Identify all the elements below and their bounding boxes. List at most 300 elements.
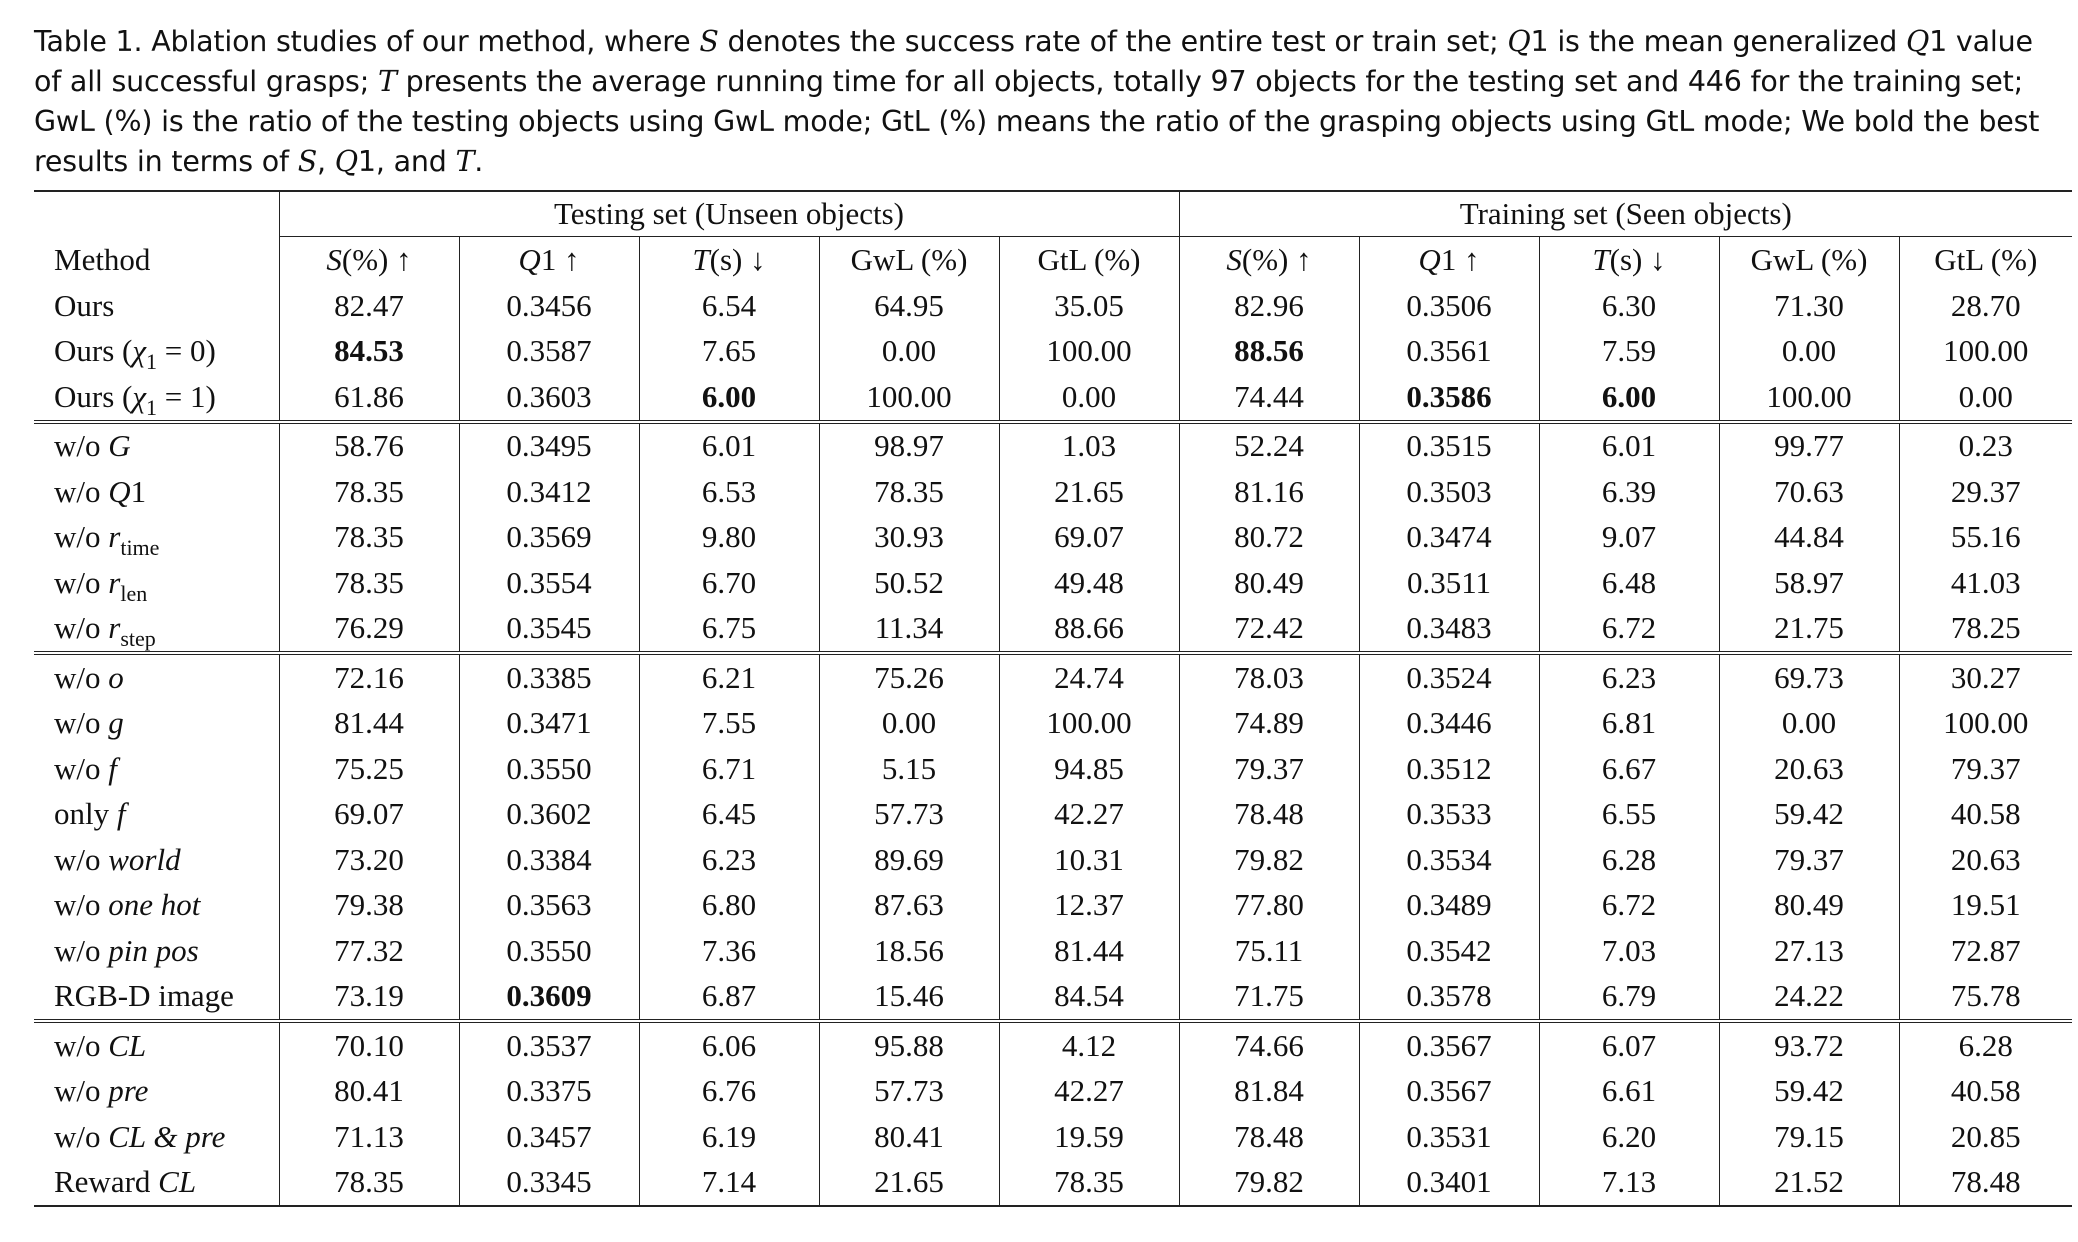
value-cell: [1899, 974, 2072, 1022]
value-cell: [639, 1069, 819, 1115]
value-cell: [459, 883, 639, 929]
cell-value: 0.3345: [506, 1164, 592, 1200]
value-cell: [819, 837, 999, 883]
cell-value: 0.3412: [506, 473, 592, 509]
table-row: [34, 374, 2072, 422]
cell-value: 6.30: [1601, 287, 1657, 323]
cell-value: 71.30: [1774, 287, 1844, 323]
method-symbol: r: [108, 519, 121, 555]
value-cell: [819, 329, 999, 375]
method-prefix: Ours (: [54, 333, 133, 369]
value-cell: [1719, 974, 1899, 1022]
value-cell: [639, 1021, 819, 1069]
value-cell: [1539, 329, 1719, 375]
cell-value: 80.41: [334, 1073, 404, 1109]
method-subscript: 1: [146, 394, 157, 420]
table-row: [34, 515, 2072, 561]
value-cell: [459, 653, 639, 701]
method-label: RGB-D image: [54, 978, 234, 1014]
value-cell: [1539, 469, 1719, 515]
value-cell: [279, 1160, 459, 1207]
cell-value: 7.14: [701, 1164, 757, 1200]
method-symbol: pin pos: [108, 932, 199, 968]
value-cell: [1179, 792, 1359, 838]
value-cell: [459, 1069, 639, 1115]
value-cell: [1179, 283, 1359, 329]
method-symbol: g: [108, 705, 124, 741]
cell-value: 6.23: [1601, 659, 1657, 695]
value-cell: [1179, 515, 1359, 561]
method-symbol: CL & pre: [108, 1118, 226, 1154]
cell-value: 6.21: [701, 659, 757, 695]
cell-value: 100.00: [1943, 333, 2029, 369]
cell-value: 0.3375: [506, 1073, 592, 1109]
method-cell: [34, 837, 279, 883]
value-cell: [999, 1160, 1179, 1207]
value-cell: [279, 653, 459, 701]
cell-value: 0.3489: [1406, 887, 1492, 923]
value-cell: [1359, 606, 1539, 654]
cell-value: 49.48: [1054, 564, 1124, 600]
cell-value: 78.03: [1234, 659, 1304, 695]
value-cell: [819, 701, 999, 747]
cell-value: 6.45: [701, 796, 757, 832]
value-cell: [819, 792, 999, 838]
cell-value: 0.3401: [1406, 1164, 1492, 1200]
method-symbol: CL: [108, 1027, 147, 1063]
column-header-row: [34, 237, 2072, 284]
table-caption: Table 1. Ablation studies of our method, where S denotes the success rate of the entire test or train set; Q1 is the mean generalized Q1 value of all successful grasps; T presents the average running time for all objects, totally 97 objects for the testing set and 446 for the training set; GwL (%) is the ratio of the testing objects using GwL mode; GtL (%) means the ratio of the grasping objects using GtL mode; We bold the best results in terms of S, Q1, and T.: [34, 25, 2040, 178]
cell-value: 0.00: [1958, 378, 2013, 414]
method-subscript: len: [120, 580, 148, 606]
value-cell: [459, 746, 639, 792]
cell-value: 87.63: [874, 887, 944, 923]
cell-value: 24.74: [1054, 659, 1124, 695]
table-row: [34, 422, 2072, 470]
value-cell: [459, 974, 639, 1022]
cell-value: 73.20: [334, 841, 404, 877]
value-cell: [279, 560, 459, 606]
cell-value: 0.3503: [1406, 473, 1492, 509]
value-cell: [1539, 1069, 1719, 1115]
cell-value: 6.53: [701, 473, 757, 509]
cell-value: 6.87: [701, 978, 757, 1014]
cell-value: 6.01: [1601, 428, 1657, 464]
cell-value: 0.3569: [506, 519, 592, 555]
cell-value: 6.28: [1601, 841, 1657, 877]
value-cell: [639, 974, 819, 1022]
cell-value: 30.93: [874, 519, 944, 555]
cell-value: 6.48: [1601, 564, 1657, 600]
value-cell: [1359, 422, 1539, 470]
value-cell: [1719, 515, 1899, 561]
value-cell: [1719, 1069, 1899, 1115]
cell-value: 0.3524: [1406, 659, 1492, 695]
value-cell: [1899, 883, 2072, 929]
cell-value: 0.3561: [1406, 333, 1492, 369]
cell-value: 81.44: [1054, 932, 1124, 968]
value-cell: [1899, 837, 2072, 883]
cell-value: 21.65: [874, 1164, 944, 1200]
method-prefix: w/o: [54, 705, 109, 741]
method-prefix: w/o: [54, 519, 109, 555]
table-row: [34, 1021, 2072, 1069]
value-cell: [279, 469, 459, 515]
method-cell: [34, 1114, 279, 1160]
value-cell: [459, 701, 639, 747]
cell-value: 69.73: [1774, 659, 1844, 695]
value-cell: [999, 606, 1179, 654]
method-cell: [34, 560, 279, 606]
cell-value: 40.58: [1950, 796, 2021, 832]
value-cell: [1359, 374, 1539, 422]
value-cell: [1359, 701, 1539, 747]
cell-value: 18.56: [874, 932, 944, 968]
cell-value: 76.29: [334, 610, 404, 646]
method-prefix: w/o: [54, 1073, 109, 1109]
method-symbol: world: [108, 841, 181, 877]
value-cell: [459, 283, 639, 329]
value-cell: [1899, 792, 2072, 838]
value-cell: [1539, 283, 1719, 329]
cell-value: 71.75: [1234, 978, 1304, 1014]
method-symbol: f: [108, 750, 117, 786]
value-cell: [1359, 653, 1539, 701]
value-cell: [1719, 928, 1899, 974]
value-cell: [999, 515, 1179, 561]
value-cell: [1539, 653, 1719, 701]
value-cell: [279, 1021, 459, 1069]
value-cell: [819, 469, 999, 515]
cell-value: 88.66: [1054, 610, 1124, 646]
value-cell: [1539, 974, 1719, 1022]
cell-value: 7.13: [1601, 1164, 1657, 1200]
cell-value: 0.3603: [506, 378, 592, 414]
column-test-q1: Q1 ↑: [459, 237, 639, 284]
value-cell: [1899, 746, 2072, 792]
value-cell: [999, 560, 1179, 606]
value-cell: [999, 792, 1179, 838]
group-header-row: [34, 191, 2072, 237]
table-row: [34, 329, 2072, 375]
cell-value: 5.15: [881, 750, 937, 786]
value-cell: [1719, 469, 1899, 515]
cell-value: 100.00: [1943, 705, 2029, 741]
value-cell: [819, 883, 999, 929]
cell-value: 0.3533: [1406, 796, 1492, 832]
value-cell: [1359, 837, 1539, 883]
cell-value: 0.3587: [506, 333, 592, 369]
value-cell: [999, 374, 1179, 422]
value-cell: [639, 329, 819, 375]
value-cell: [1179, 1160, 1359, 1207]
value-cell: [1719, 1021, 1899, 1069]
value-cell: [1539, 837, 1719, 883]
value-cell: [819, 746, 999, 792]
cell-value: 7.36: [701, 932, 757, 968]
group-training-set: Training set (Seen objects): [1179, 191, 2072, 237]
cell-value: 98.97: [874, 428, 944, 464]
cell-value: 12.37: [1054, 887, 1124, 923]
cell-value: 10.31: [1054, 841, 1124, 877]
value-cell: [1179, 653, 1359, 701]
cell-value: 93.72: [1774, 1027, 1844, 1063]
value-cell: [459, 1114, 639, 1160]
cell-value: 6.28: [1958, 1027, 2013, 1063]
cell-value: 0.00: [881, 705, 937, 741]
cell-value: 79.37: [1234, 750, 1304, 786]
value-cell: [1539, 792, 1719, 838]
value-cell: [459, 560, 639, 606]
cell-value: 82.96: [1234, 287, 1304, 323]
value-cell: [459, 792, 639, 838]
value-cell: [819, 515, 999, 561]
value-cell: [999, 1069, 1179, 1115]
method-subscript: 1: [146, 349, 157, 375]
cell-value: 80.41: [874, 1118, 944, 1154]
cell-value: 42.27: [1054, 1073, 1124, 1109]
cell-value: 27.13: [1774, 932, 1844, 968]
cell-value: 0.3602: [506, 796, 592, 832]
value-cell: [819, 653, 999, 701]
cell-value: 6.67: [1601, 750, 1657, 786]
cell-value: 78.35: [334, 564, 404, 600]
value-cell: [1359, 883, 1539, 929]
value-cell: [1899, 1160, 2072, 1207]
value-cell: [639, 883, 819, 929]
cell-value: 6.71: [701, 750, 757, 786]
method-symbol: CL: [158, 1164, 197, 1200]
value-cell: [1359, 928, 1539, 974]
value-cell: [459, 374, 639, 422]
cell-value: 75.25: [334, 750, 404, 786]
value-cell: [459, 837, 639, 883]
value-cell: [459, 606, 639, 654]
method-symbol: Q: [108, 473, 131, 509]
value-cell: [1179, 329, 1359, 375]
value-cell: [999, 422, 1179, 470]
value-cell: [819, 1114, 999, 1160]
table-row: [34, 283, 2072, 329]
cell-value: 0.3515: [1406, 428, 1492, 464]
cell-value: 80.49: [1234, 564, 1304, 600]
method-tail: 1: [130, 473, 147, 509]
cell-value: 79.37: [1950, 750, 2021, 786]
cell-value: 24.22: [1774, 978, 1844, 1014]
value-cell: [1539, 746, 1719, 792]
cell-value: 74.66: [1234, 1027, 1304, 1063]
method-suffix: = 1): [157, 378, 216, 414]
cell-value: 6.81: [1601, 705, 1657, 741]
cell-value: 19.59: [1054, 1118, 1124, 1154]
method-prefix: w/o: [54, 473, 109, 509]
cell-value: 0.00: [1061, 378, 1117, 414]
cell-value: 0.3609: [506, 978, 592, 1014]
method-prefix: w/o: [54, 610, 109, 646]
cell-value: 6.23: [701, 841, 757, 877]
value-cell: [1539, 560, 1719, 606]
table-row: [34, 883, 2072, 929]
value-cell: [1179, 422, 1359, 470]
value-cell: [1719, 329, 1899, 375]
cell-value: 81.84: [1234, 1073, 1304, 1109]
cell-value: 78.35: [1054, 1164, 1124, 1200]
cell-value: 6.01: [701, 428, 757, 464]
value-cell: [1719, 792, 1899, 838]
value-cell: [1719, 1160, 1899, 1207]
value-cell: [1899, 283, 2072, 329]
method-cell: [34, 653, 279, 701]
value-cell: [639, 837, 819, 883]
cell-value: 0.3550: [506, 932, 592, 968]
cell-value: 78.35: [334, 519, 404, 555]
table-row: [34, 974, 2072, 1022]
cell-value: 75.78: [1950, 978, 2021, 1014]
value-cell: [279, 792, 459, 838]
value-cell: [999, 837, 1179, 883]
table-row: [34, 1160, 2072, 1207]
cell-value: 77.32: [334, 932, 404, 968]
value-cell: [279, 374, 459, 422]
value-cell: [1179, 469, 1359, 515]
value-cell: [1359, 329, 1539, 375]
method-cell: [34, 329, 279, 375]
method-cell: [34, 515, 279, 561]
method-subscript: step: [120, 626, 156, 652]
value-cell: [1359, 1114, 1539, 1160]
cell-value: 0.3567: [1406, 1073, 1492, 1109]
value-cell: [639, 283, 819, 329]
cell-value: 69.07: [334, 796, 404, 832]
value-cell: [639, 746, 819, 792]
method-cell: [34, 1069, 279, 1115]
value-cell: [999, 1114, 1179, 1160]
cell-value: 7.55: [701, 705, 757, 741]
cell-value: 0.3483: [1406, 610, 1492, 646]
table-row: [34, 1114, 2072, 1160]
method-prefix: w/o: [54, 564, 109, 600]
method-cell: [34, 374, 279, 422]
cell-value: 6.79: [1601, 978, 1657, 1014]
cell-value: 0.3511: [1406, 564, 1492, 600]
value-cell: [819, 560, 999, 606]
method-symbol: one hot: [108, 887, 201, 923]
column-train-q1: Q1 ↑: [1359, 237, 1539, 284]
cell-value: 6.80: [701, 887, 757, 923]
cell-value: 19.51: [1950, 887, 2021, 923]
cell-value: 7.65: [701, 333, 757, 369]
value-cell: [1719, 883, 1899, 929]
cell-value: 0.3471: [506, 705, 592, 741]
cell-value: 21.65: [1054, 473, 1124, 509]
value-cell: [999, 283, 1179, 329]
method-prefix: only: [54, 796, 117, 832]
cell-value: 20.85: [1950, 1118, 2021, 1154]
method-cell: [34, 1021, 279, 1069]
cell-value: 72.42: [1234, 610, 1304, 646]
cell-value: 64.95: [874, 287, 944, 323]
column-train-gwl: GwL (%): [1719, 237, 1899, 284]
value-cell: [1359, 515, 1539, 561]
method-symbol: pre: [108, 1073, 149, 1109]
method-symbol: G: [108, 428, 131, 464]
cell-value: 58.76: [334, 428, 404, 464]
value-cell: [639, 701, 819, 747]
cell-value: 0.3554: [506, 564, 592, 600]
cell-value: 20.63: [1950, 841, 2021, 877]
value-cell: [819, 1021, 999, 1069]
value-cell: [1179, 606, 1359, 654]
value-cell: [279, 422, 459, 470]
value-cell: [999, 329, 1179, 375]
value-cell: [279, 837, 459, 883]
cell-value: 95.88: [874, 1027, 944, 1063]
cell-value: 80.72: [1234, 519, 1304, 555]
cell-value: 28.70: [1950, 287, 2021, 323]
cell-value: 0.00: [881, 333, 937, 369]
value-cell: [819, 374, 999, 422]
cell-value: 81.16: [1234, 473, 1304, 509]
cell-value: 52.24: [1234, 428, 1304, 464]
method-cell: [34, 974, 279, 1022]
cell-value: 71.13: [334, 1118, 404, 1154]
value-cell: [1539, 374, 1719, 422]
cell-value: 78.35: [334, 1164, 404, 1200]
value-cell: [279, 1114, 459, 1160]
cell-value: 0.3545: [506, 610, 592, 646]
value-cell: [819, 974, 999, 1022]
method-subscript: time: [120, 535, 160, 561]
value-cell: [819, 1069, 999, 1115]
value-cell: [639, 1114, 819, 1160]
cell-value: 70.10: [334, 1027, 404, 1063]
cell-value: 15.46: [874, 978, 944, 1014]
value-cell: [459, 1021, 639, 1069]
cell-value: 0.3550: [506, 750, 592, 786]
cell-value: 99.77: [1774, 428, 1844, 464]
table-row: [34, 701, 2072, 747]
value-cell: [1899, 1069, 2072, 1115]
cell-value: 0.3512: [1406, 750, 1492, 786]
cell-value: 0.3495: [506, 428, 592, 464]
cell-value: 59.42: [1774, 1073, 1844, 1109]
value-cell: [999, 974, 1179, 1022]
method-cell: [34, 792, 279, 838]
method-symbol: χ: [132, 333, 146, 369]
value-cell: [1359, 560, 1539, 606]
table-row: [34, 837, 2072, 883]
value-cell: [999, 469, 1179, 515]
cell-value: 41.03: [1950, 564, 2021, 600]
method-cell: [34, 422, 279, 470]
value-cell: [1179, 837, 1359, 883]
value-cell: [1899, 606, 2072, 654]
method-prefix: w/o: [54, 1027, 109, 1063]
value-cell: [1359, 792, 1539, 838]
value-cell: [1899, 515, 2072, 561]
value-cell: [279, 883, 459, 929]
cell-value: 6.20: [1601, 1118, 1657, 1154]
value-cell: [639, 515, 819, 561]
cell-value: 44.84: [1774, 519, 1844, 555]
cell-value: 0.3385: [506, 659, 592, 695]
column-test-time: T(s) ↓: [639, 237, 819, 284]
value-cell: [279, 1069, 459, 1115]
value-cell: [999, 653, 1179, 701]
value-cell: [1899, 560, 2072, 606]
value-cell: [1359, 469, 1539, 515]
value-cell: [1899, 1021, 2072, 1069]
